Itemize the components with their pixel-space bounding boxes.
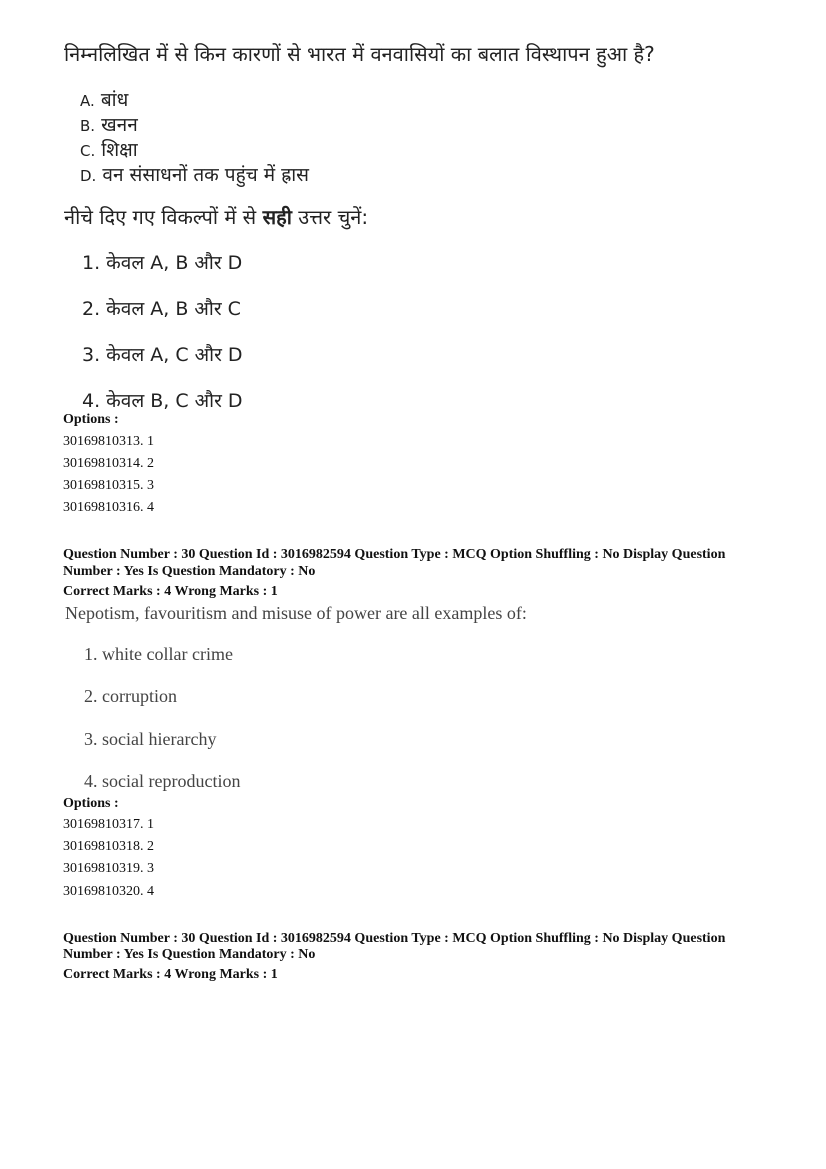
q30-option-3: 30169810319. 3 bbox=[63, 861, 154, 876]
q30-option-2: 30169810318. 2 bbox=[63, 839, 154, 854]
q30-meta-line2: Number : Yes Is Question Mandatory : No bbox=[63, 564, 316, 579]
q30-options-label: Options : bbox=[63, 796, 119, 811]
q29-choice-2: 2. केवल A, B और C bbox=[82, 298, 241, 320]
q30-choice-2: 2. corruption bbox=[84, 686, 177, 706]
q29-options-label: Options : bbox=[63, 412, 119, 427]
q29-choice-1: 1. केवल A, B और D bbox=[82, 252, 243, 274]
q30-option-4: 30169810320. 4 bbox=[63, 884, 154, 899]
q29-instruction: नीचे दिए गए विकल्पों में से सही उत्तर चुनें: bbox=[64, 205, 369, 229]
q30r-meta-line1: Question Number : 30 Question Id : 3016982594 Question Type : MCQ Option Shuffling : No Display Question bbox=[63, 931, 726, 946]
q29-choice-4: 4. केवल B, C और D bbox=[82, 390, 243, 412]
q29-choice-3: 3. केवल A, C और D bbox=[82, 344, 243, 366]
q29-option-1: 30169810313. 1 bbox=[63, 434, 154, 449]
q29-question: निम्नलिखित में से किन कारणों से भारत में वनवासियों का बलात विस्थापन हुआ है? bbox=[64, 42, 655, 66]
q30-option-1: 30169810317. 1 bbox=[63, 817, 154, 832]
q29-option-3: 30169810315. 3 bbox=[63, 478, 154, 493]
q30-choice-1: 1. white collar crime bbox=[84, 644, 233, 664]
q30-choice-3: 3. social hierarchy bbox=[84, 729, 217, 749]
q29-item-b: B. खनन bbox=[80, 114, 138, 136]
q29-option-4: 30169810316. 4 bbox=[63, 500, 154, 515]
q30-choice-4: 4. social reproduction bbox=[84, 771, 241, 791]
q29-item-a: A. बांध bbox=[80, 89, 129, 111]
q29-item-d: D. वन संसाधनों तक पहुंच में ह्रास bbox=[80, 164, 310, 186]
q30-meta-line3: Correct Marks : 4 Wrong Marks : 1 bbox=[63, 584, 278, 599]
q30-meta-line1: Question Number : 30 Question Id : 3016982594 Question Type : MCQ Option Shuffling : No Display Question bbox=[63, 547, 726, 562]
q30-question: Nepotism, favouritism and misuse of power are all examples of: bbox=[65, 603, 527, 623]
q30r-meta-line3: Correct Marks : 4 Wrong Marks : 1 bbox=[63, 967, 278, 982]
q30r-meta-line2: Number : Yes Is Question Mandatory : No bbox=[63, 947, 316, 962]
q29-item-c: C. शिक्षा bbox=[80, 139, 138, 161]
q29-option-2: 30169810314. 2 bbox=[63, 456, 154, 471]
